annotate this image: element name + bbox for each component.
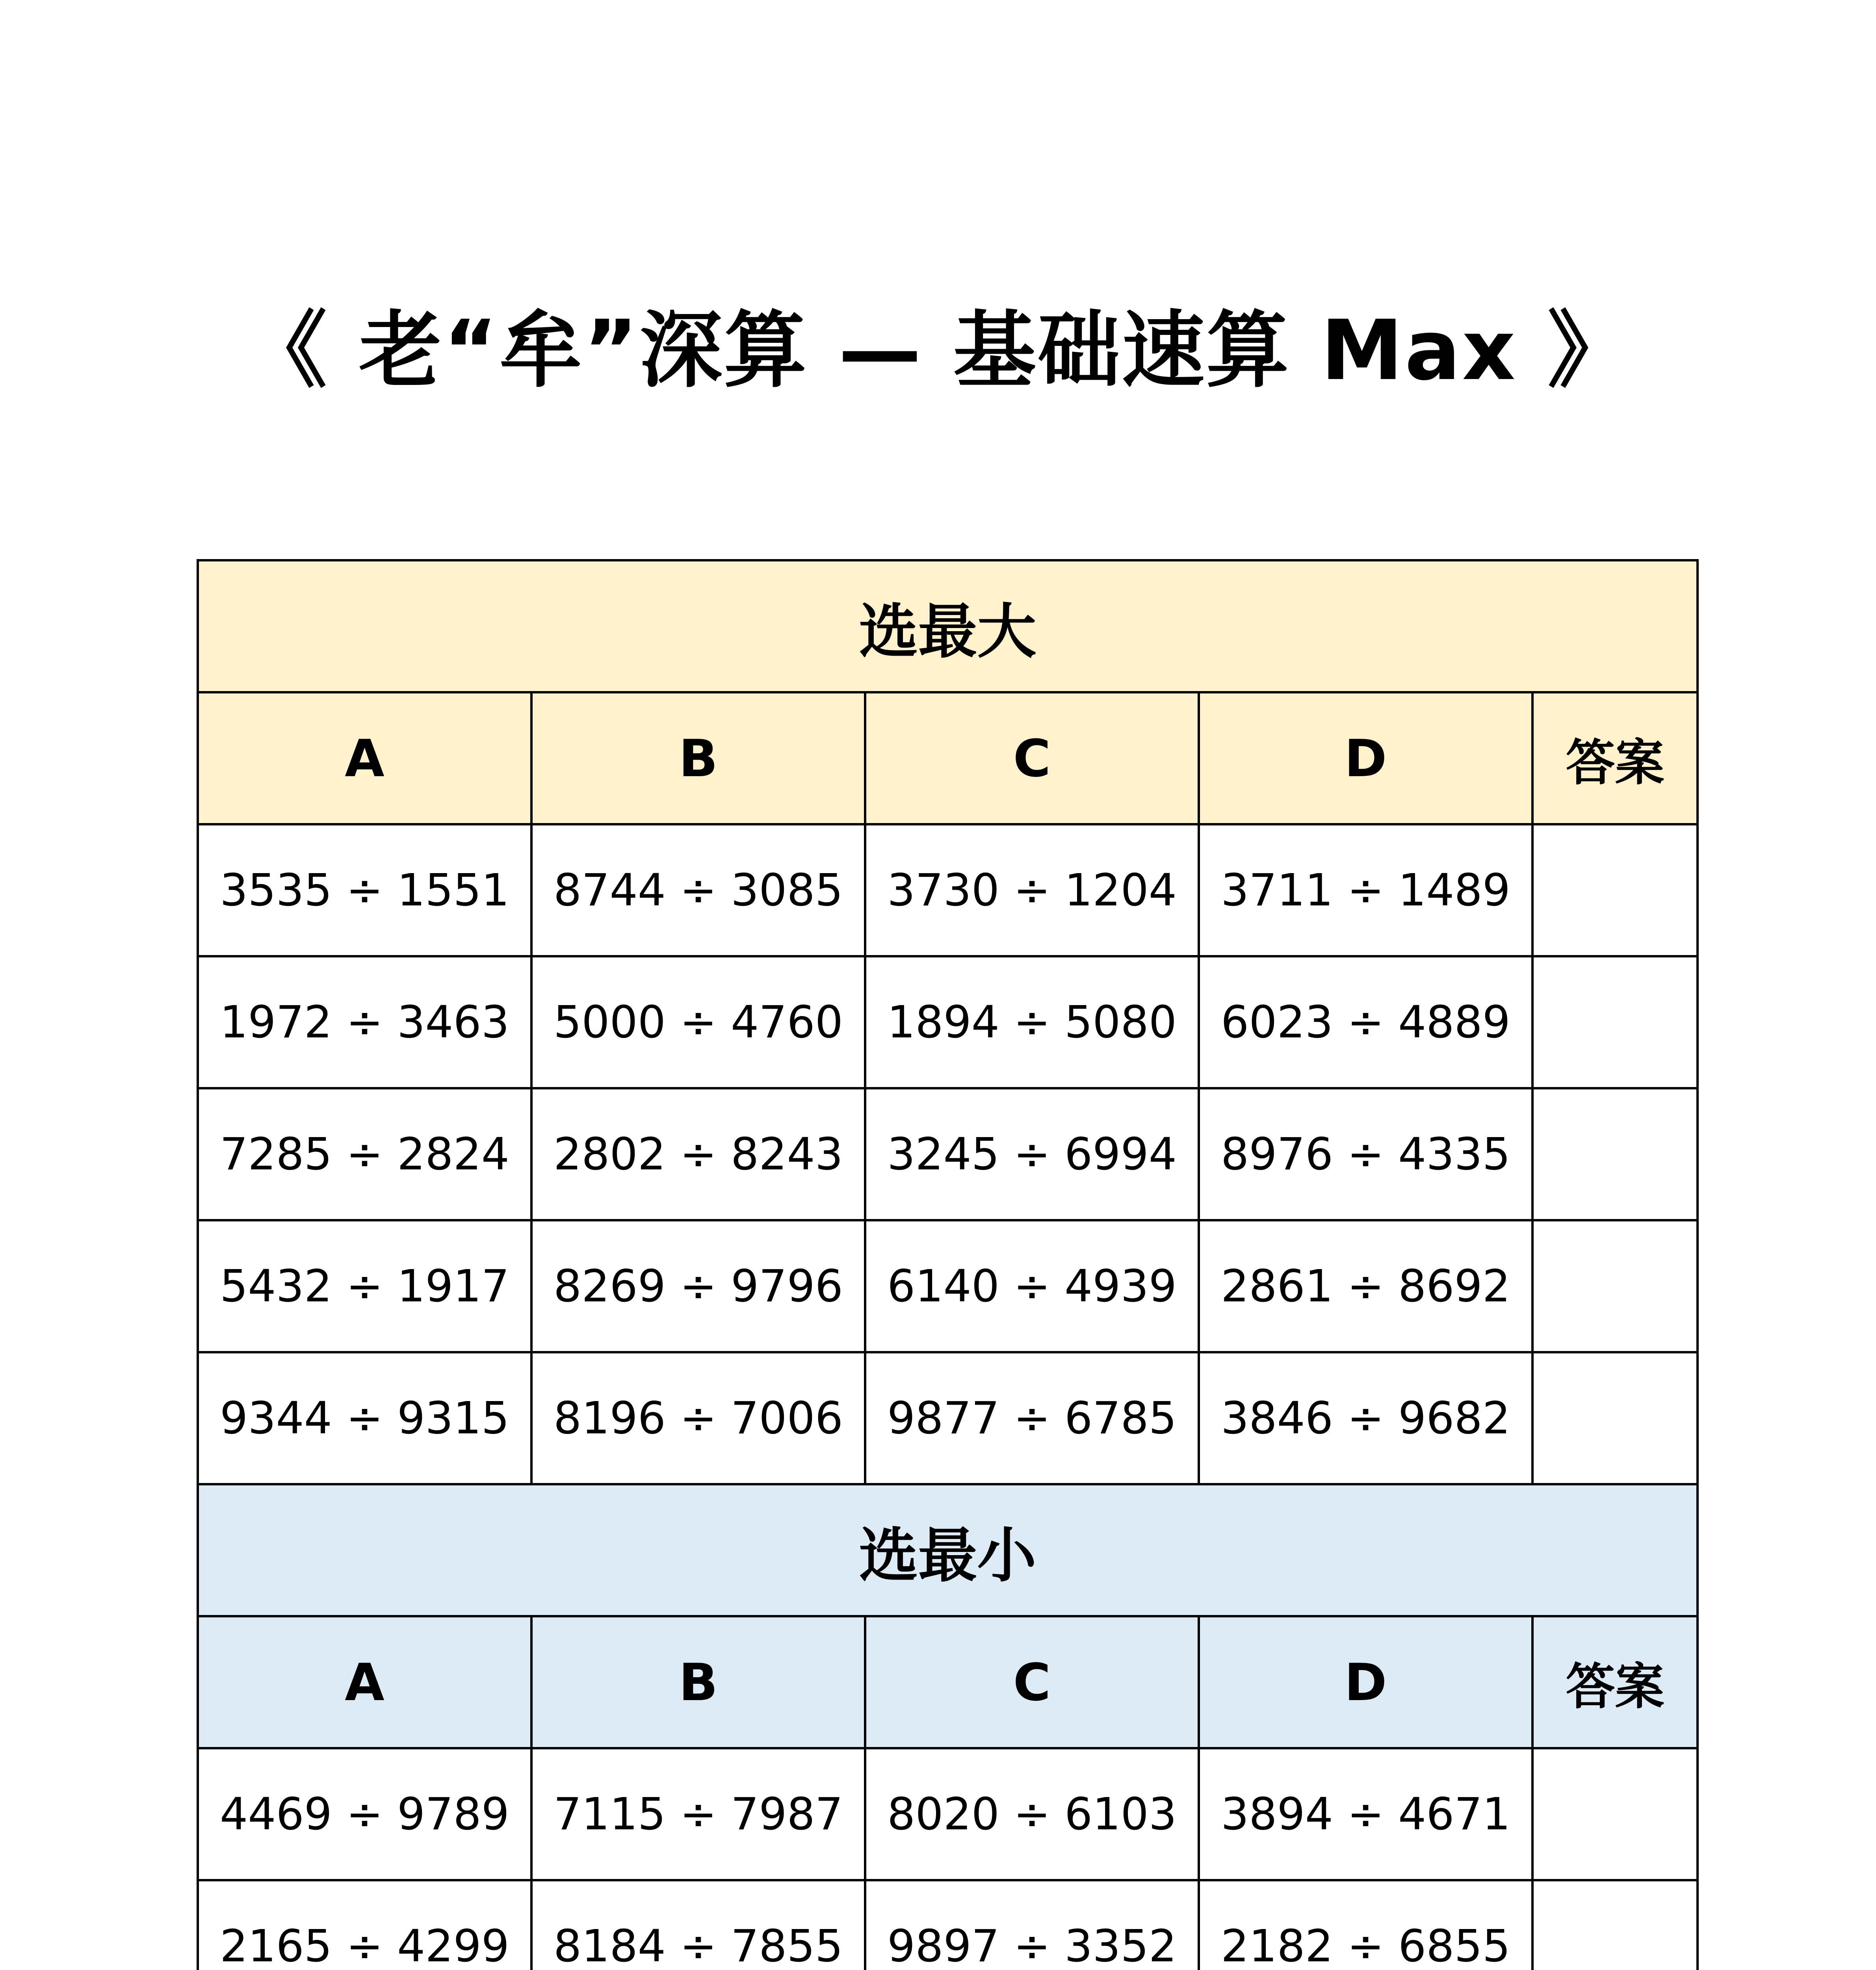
table-row (198, 1748, 1698, 1880)
answer-input-cell[interactable] (1532, 1880, 1698, 1970)
answer-input-cell[interactable] (1532, 1088, 1698, 1220)
problem-cell: 1972 ÷ 3463 (198, 956, 531, 1088)
table-row (198, 956, 1698, 1088)
problem-cell: 3846 ÷ 9682 (1199, 1352, 1532, 1484)
problem-cell: 4469 ÷ 9789 (198, 1748, 531, 1880)
problem-cell: 8020 ÷ 6103 (865, 1748, 1199, 1880)
column-header-a: A (198, 692, 531, 824)
problem-cell: 2861 ÷ 8692 (1199, 1220, 1532, 1352)
column-header-b: B (531, 692, 865, 824)
answer-input-cell[interactable] (1532, 956, 1698, 1088)
problem-cell: 3711 ÷ 1489 (1199, 824, 1532, 956)
answer-input-cell[interactable] (1532, 824, 1698, 956)
column-header-answer: 答案 (1532, 1616, 1698, 1748)
answer-input-cell[interactable] (1532, 1220, 1698, 1352)
column-header-answer: 答案 (1532, 692, 1698, 824)
problem-cell: 8196 ÷ 7006 (531, 1352, 865, 1484)
problem-cell: 2182 ÷ 6855 (1199, 1880, 1532, 1970)
problem-cell: 2165 ÷ 4299 (198, 1880, 531, 1970)
section-min-column-header-row (198, 1616, 1698, 1748)
table-row (198, 1880, 1698, 1970)
page-title: 《 老“牟”深算 — 基础速算 Max 》 (244, 302, 1632, 399)
column-header-a: A (198, 1616, 531, 1748)
problem-cell: 7285 ÷ 2824 (198, 1088, 531, 1220)
table-row (198, 1352, 1698, 1484)
problem-cell: 3535 ÷ 1551 (198, 824, 531, 956)
section-max-column-header-row (198, 692, 1698, 824)
answer-input-cell[interactable] (1532, 1352, 1698, 1484)
problem-cell: 1894 ÷ 5080 (865, 956, 1199, 1088)
table-row (198, 1220, 1698, 1352)
problem-cell: 9344 ÷ 9315 (198, 1352, 531, 1484)
table-row (198, 824, 1698, 956)
section-min-header-row (198, 1484, 1698, 1616)
problem-cell: 3245 ÷ 6994 (865, 1088, 1199, 1220)
problem-cell: 5000 ÷ 4760 (531, 956, 865, 1088)
column-header-d: D (1199, 1616, 1532, 1748)
quiz-table (197, 559, 1699, 1970)
section-heading-max: 选最大 (198, 560, 1698, 692)
problem-cell: 8976 ÷ 4335 (1199, 1088, 1532, 1220)
problem-cell: 8744 ÷ 3085 (531, 824, 865, 956)
column-header-d: D (1199, 692, 1532, 824)
column-header-c: C (865, 692, 1199, 824)
problem-cell: 3894 ÷ 4671 (1199, 1748, 1532, 1880)
table-row (198, 1088, 1698, 1220)
problem-cell: 3730 ÷ 1204 (865, 824, 1199, 956)
problem-cell: 2802 ÷ 8243 (531, 1088, 865, 1220)
problem-cell: 6140 ÷ 4939 (865, 1220, 1199, 1352)
problem-cell: 6023 ÷ 4889 (1199, 956, 1532, 1088)
section-heading-min: 选最小 (198, 1484, 1698, 1616)
problem-cell: 8184 ÷ 7855 (531, 1880, 865, 1970)
column-header-c: C (865, 1616, 1199, 1748)
problem-cell: 7115 ÷ 7987 (531, 1748, 865, 1880)
column-header-b: B (531, 1616, 865, 1748)
problem-cell: 9877 ÷ 6785 (865, 1352, 1199, 1484)
section-max-header-row (198, 560, 1698, 692)
problem-cell: 8269 ÷ 9796 (531, 1220, 865, 1352)
answer-input-cell[interactable] (1532, 1748, 1698, 1880)
problem-cell: 9897 ÷ 3352 (865, 1880, 1199, 1970)
problem-cell: 5432 ÷ 1917 (198, 1220, 531, 1352)
